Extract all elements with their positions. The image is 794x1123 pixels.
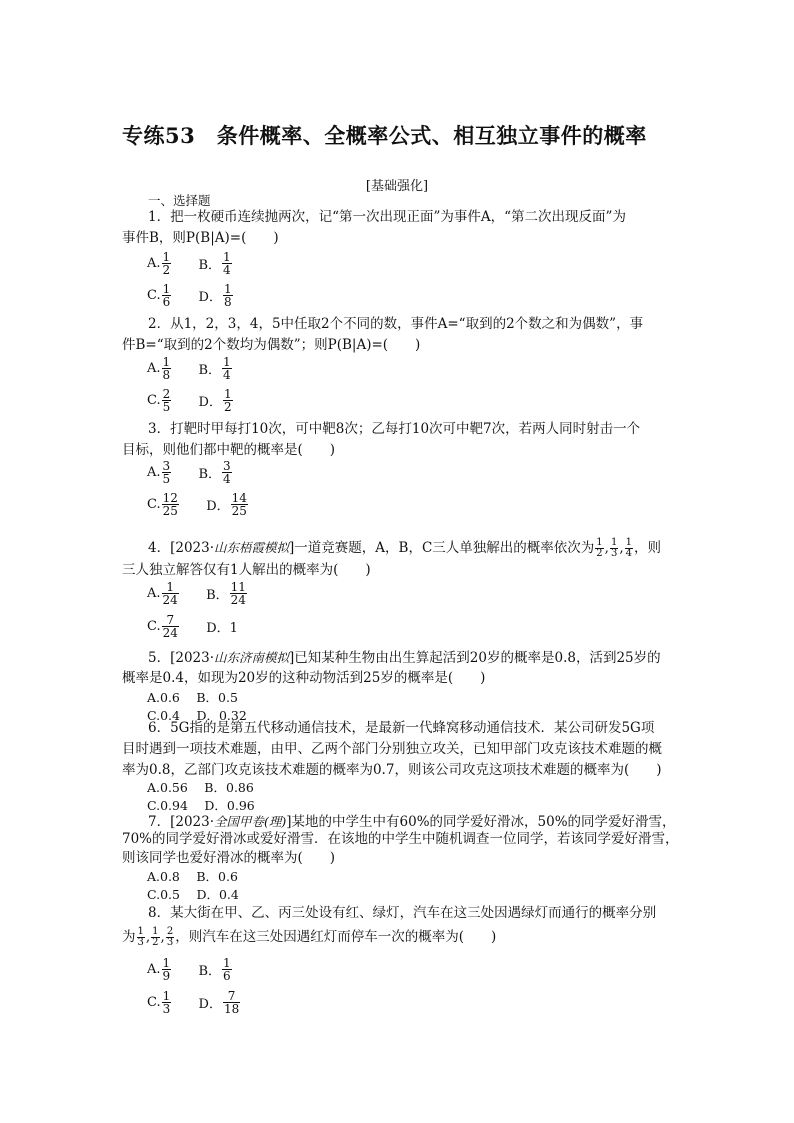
fraction: $\frac{1}{4}$ xyxy=(625,537,633,559)
fraction: $\frac{1}{24}$ xyxy=(162,580,178,607)
fraction: $\frac{2}{3}$ xyxy=(166,926,174,948)
section-heading: [基础强化] xyxy=(365,179,429,194)
source-citation: 山东济南模拟 xyxy=(214,650,290,665)
fraction: $\frac{14}{25}$ xyxy=(231,491,247,518)
fraction: $\frac{1}{6}$ xyxy=(223,956,231,983)
q4-line2: 三人独立解答仅有1人解出的概率为( ) xyxy=(122,562,371,578)
q4-line1: 4．[2023·山东梧霞模拟]一道竞赛题，A，B，C三人单独解出的概率依次为 $\frac{1}{2}$ , $\frac{1}{3}$ , $\frac{1}{4}$ ，则 xyxy=(148,537,662,559)
q1-options-ab xyxy=(147,251,233,276)
option-label: C. xyxy=(147,497,161,512)
q8-line1: 8．某大街在甲、乙、丙三处设有红、绿灯，汽车在这三处因遇绿灯而通行的概率分别 xyxy=(148,905,657,921)
q3-options-cd xyxy=(147,492,249,517)
q1-options-cd xyxy=(147,283,234,308)
q8-options-cd xyxy=(147,990,241,1015)
fraction: $\frac{1}{8}$ xyxy=(162,355,171,382)
option-label: B． xyxy=(198,363,222,378)
fraction: $\frac{1}{3}$ xyxy=(137,926,144,948)
subsection-heading: 一、选择题 xyxy=(148,193,211,208)
q5-options-ab: A.0.6 B．0.5 xyxy=(147,690,238,705)
fraction: $\frac{1}{8}$ xyxy=(223,282,232,309)
q8-options-ab xyxy=(147,957,233,982)
q2-line1: 2．从1，2，3，4，5中任取2个不同的数，事件A=“取到的2个数之和为偶数”，事 xyxy=(148,316,644,332)
q6-options-cd: C.0.94 D．0.96 xyxy=(147,798,255,813)
q1-line1: 1．把一枚硬币连续抛两次，记“第一次出现正面”为事件A，“第二次出现反面”为 xyxy=(148,209,626,225)
q5-options-cd: C.0.4 D．0.32 xyxy=(147,708,247,723)
option-label: B． xyxy=(198,258,222,273)
q7-options-ab: A.0.8 B．0.6 xyxy=(147,869,238,884)
option-label: A. xyxy=(147,465,161,480)
q6-line2: 目时遇到一项技术难题，由甲、乙两个部门分别独立攻关，已知甲部门攻克该技术难题的概 xyxy=(122,741,662,757)
fraction: $\frac{1}{2}$ xyxy=(223,387,232,414)
option-label: A. xyxy=(147,256,161,271)
fraction: $\frac{7}{18}$ xyxy=(223,989,240,1016)
q7-line3: 则该同学也爱好滑冰的概率为( ) xyxy=(122,850,336,866)
q1-line2: 事件B，则P(B|A)=( ) xyxy=(122,230,279,246)
option-label: D． xyxy=(198,997,222,1012)
q3-line2: 目标，则他们都中靶的概率是( ) xyxy=(122,442,336,458)
option-label: A. xyxy=(147,586,161,601)
q2-line2: 件B=“取到的2个数均为偶数”；则P(B|A)=( ) xyxy=(122,337,421,353)
fraction: $\frac{11}{24}$ xyxy=(230,580,246,607)
fraction: $\frac{1}{4}$ xyxy=(223,250,231,277)
q6-options-ab: A.0.56 B．0.86 xyxy=(147,780,254,795)
option-label: B． xyxy=(206,588,229,603)
source-citation: 全国甲卷(理) xyxy=(214,814,287,829)
fraction: $\frac{1}{3}$ xyxy=(162,989,171,1016)
q3-line1: 3．打靶时甲每打10次，可中靶8次；乙每打10次可中靶7次，若两人同时射击一个 xyxy=(148,421,641,437)
option-label: A. xyxy=(147,962,161,977)
option-label: A. xyxy=(147,361,161,376)
option-label: D．1 xyxy=(206,621,238,636)
fraction: $\frac{1}{4}$ xyxy=(223,355,231,382)
q5-line2: 概率是0.4，如现为20岁的这种动物活到25岁的概率是( ) xyxy=(122,670,486,686)
option-label: C. xyxy=(147,288,161,303)
option-label: C. xyxy=(147,393,161,408)
q2-options-cd xyxy=(147,388,234,413)
fraction: $\frac{1}{2}$ xyxy=(152,926,159,948)
q7-line2: 70%的同学爱好滑冰或爱好滑雪．在该地的中学生中随机调查一位同学，若该同学爱好滑雪， xyxy=(122,831,679,847)
q3-options-ab xyxy=(147,460,233,485)
fraction: $\frac{2}{5}$ xyxy=(162,387,171,414)
option-label: C. xyxy=(147,995,161,1010)
q6-line3: 率为0.8，乙部门攻克该技术难题的概率为0.7，则该公司攻克这项技术难题的概率为( ) xyxy=(122,762,662,778)
fraction: $\frac{1}{6}$ xyxy=(162,282,171,309)
option-label: D． xyxy=(198,290,222,305)
q7-line1: 7．[2023·全国甲卷(理)]某地的中学生中有60%的同学爱好滑冰，50%的同学爱好滑雪， xyxy=(148,814,676,830)
q8-line2: 为 $\frac{1}{3}$ , $\frac{1}{2}$ , $\frac{2}{3}$ ，则汽车在这三处因遇红灯而停车一次的概率为( ) xyxy=(122,926,497,948)
q2-options-ab xyxy=(147,356,233,381)
q5-line1: 5．[2023·山东济南模拟]已知某种生物由出生算起活到20岁的概率是0.8，活到25岁的 xyxy=(148,650,661,666)
fraction: $\frac{3}{5}$ xyxy=(162,459,171,486)
fraction: $\frac{1}{2}$ xyxy=(596,537,603,559)
fraction: $\frac{7}{24}$ xyxy=(162,613,178,640)
q4-options-cd xyxy=(147,614,238,639)
option-label: B． xyxy=(198,964,222,979)
q4-options-ab xyxy=(147,581,248,606)
page-title: 专练53 条件概率、全概率公式、相互独立事件的概率 xyxy=(122,123,647,148)
option-label: B． xyxy=(198,467,222,482)
option-label: D． xyxy=(198,395,222,410)
fraction: $\frac{12}{25}$ xyxy=(162,491,178,518)
fraction: $\frac{1}{9}$ xyxy=(162,956,171,983)
fraction: $\frac{3}{4}$ xyxy=(223,459,231,486)
option-label: C. xyxy=(147,619,161,634)
q6-line1: 6．5G指的是第五代移动通信技术，是最新一代蜂窝移动通信技术．某公司研发5G项 xyxy=(148,720,655,736)
fraction: $\frac{1}{3}$ xyxy=(610,537,618,559)
q7-options-cd: C.0.5 D．0.4 xyxy=(147,887,239,902)
fraction: $\frac{1}{2}$ xyxy=(162,250,171,277)
option-label: D． xyxy=(206,499,230,514)
source-citation: 山东梧霞模拟 xyxy=(214,540,290,555)
